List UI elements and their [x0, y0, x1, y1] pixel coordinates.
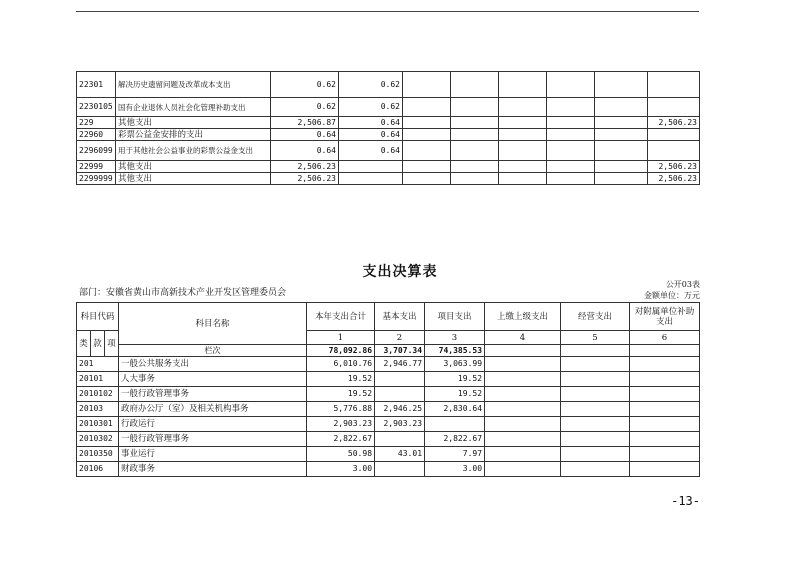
- row-code: 20106: [77, 462, 119, 477]
- row-col4: [451, 72, 499, 98]
- expenditure-table-body: [77, 303, 700, 357]
- row-empty: [547, 129, 595, 141]
- row-name: 彩票公益金安排的支出: [116, 129, 271, 141]
- row-total: 0.64: [271, 141, 339, 161]
- row-col6: [648, 129, 700, 141]
- row-basic: 0.64: [339, 141, 403, 161]
- row-code: 22999: [77, 161, 116, 173]
- row-code: 2230105: [77, 98, 116, 117]
- row-empty: [630, 402, 700, 417]
- row-total: 19.52: [307, 372, 375, 387]
- row-project: 7.97: [425, 447, 485, 462]
- row-empty: [561, 357, 630, 372]
- department-label: 部门：安徽省黄山市高新技术产业开发区管理委员会: [79, 288, 287, 298]
- row-empty: [595, 117, 648, 129]
- row-code: 22301: [77, 72, 116, 98]
- row-project: 19.52: [425, 372, 485, 387]
- row-col6: 2,506.23: [648, 161, 700, 173]
- row-code: 2296099: [77, 141, 116, 161]
- header-xiang: 项: [105, 331, 119, 357]
- row-empty: [485, 447, 561, 462]
- header-business: 经营支出: [561, 303, 630, 331]
- col-number-5: 5: [561, 331, 630, 345]
- row-basic: 0.62: [339, 98, 403, 117]
- row-col4: [451, 173, 499, 185]
- row-project: [403, 141, 451, 161]
- row-name: 人大事务: [119, 372, 307, 387]
- row-empty: [547, 117, 595, 129]
- row-total: 2,506.23: [271, 173, 339, 185]
- row-empty: [485, 357, 561, 372]
- col-number-2: 2: [375, 331, 425, 345]
- row-code: 22960: [77, 129, 116, 141]
- page-number: -13-: [671, 494, 700, 508]
- row-project: [425, 417, 485, 432]
- row-empty: [547, 98, 595, 117]
- row-col5: [499, 129, 547, 141]
- top-table: [76, 71, 700, 185]
- row-basic: 2,903.23: [375, 417, 425, 432]
- table-row: [77, 387, 700, 402]
- row-empty: [595, 129, 648, 141]
- row-empty: [485, 432, 561, 447]
- row-col6: [648, 141, 700, 161]
- row-col4: [451, 117, 499, 129]
- row-empty: [595, 161, 648, 173]
- row-total: 3.00: [307, 462, 375, 477]
- row-basic: [339, 173, 403, 185]
- row-empty: [630, 387, 700, 402]
- row-name: 用于其他社会公益事业的彩票公益金支出: [116, 141, 271, 161]
- row-total: 2,506.23: [271, 161, 339, 173]
- row-empty: [630, 462, 700, 477]
- row-total: 50.98: [307, 447, 375, 462]
- row-project: 2,822.67: [425, 432, 485, 447]
- header-name: 科目名称: [119, 303, 307, 345]
- row-empty: [485, 387, 561, 402]
- row-code: 20101: [77, 372, 119, 387]
- row-empty: [547, 141, 595, 161]
- row-name: 财政事务: [119, 462, 307, 477]
- row-total: 5,776.88: [307, 402, 375, 417]
- row-col4: [451, 98, 499, 117]
- col-number-1: 1: [307, 331, 375, 345]
- lanci-label: 栏次: [119, 345, 307, 357]
- row-empty: [561, 462, 630, 477]
- row-col5: [499, 98, 547, 117]
- row-empty: [595, 141, 648, 161]
- row-total: 2,822.67: [307, 432, 375, 447]
- row-empty: [630, 357, 700, 372]
- row-col5: [499, 117, 547, 129]
- row-name: 一般公共服务支出: [119, 357, 307, 372]
- row-basic: 2,946.77: [375, 357, 425, 372]
- table-row: [77, 129, 700, 141]
- expenditure-rows: [77, 357, 700, 477]
- row-empty: [485, 462, 561, 477]
- header-subsidy: 对附属单位补助支出: [630, 303, 700, 331]
- header-lei: 类: [77, 331, 91, 357]
- row-name: 其他支出: [116, 117, 271, 129]
- row-col6: [648, 72, 700, 98]
- table-row: [77, 141, 700, 161]
- row-project: 3.00: [425, 462, 485, 477]
- header-upper: 上缴上级支出: [485, 303, 561, 331]
- table-row: [77, 402, 700, 417]
- header-total: 本年支出合计: [307, 303, 375, 331]
- row-project: 19.52: [425, 387, 485, 402]
- row-empty: [630, 432, 700, 447]
- table-row: [77, 173, 700, 185]
- table-row: [77, 357, 700, 372]
- row-total: 0.62: [271, 98, 339, 117]
- row-name: 政府办公厅（室）及相关机构事务: [119, 402, 307, 417]
- row-name: 事业运行: [119, 447, 307, 462]
- row-empty: [547, 161, 595, 173]
- row-code: 2010301: [77, 417, 119, 432]
- col-number-3: 3: [425, 331, 485, 345]
- header-kuan: 款: [91, 331, 105, 357]
- row-name: 解决历史遗留问题及改革成本支出: [116, 72, 271, 98]
- row-code: 2010350: [77, 447, 119, 462]
- col-number-6: 6: [630, 331, 700, 345]
- row-total: 0.64: [271, 129, 339, 141]
- row-col4: [451, 141, 499, 161]
- table-row: [77, 432, 700, 447]
- row-col6: [648, 98, 700, 117]
- table-row: [77, 117, 700, 129]
- row-code: 201: [77, 357, 119, 372]
- row-project: [403, 161, 451, 173]
- row-total: 0.62: [271, 72, 339, 98]
- row-project: [403, 72, 451, 98]
- grand-basic: 3,707.34: [375, 345, 425, 357]
- row-empty: [561, 417, 630, 432]
- row-basic: 0.64: [339, 117, 403, 129]
- table-row: [77, 447, 700, 462]
- row-col6: 2,506.23: [648, 173, 700, 185]
- row-empty: [561, 447, 630, 462]
- row-basic: [375, 372, 425, 387]
- header-rule: [76, 11, 699, 12]
- table-row: [77, 72, 700, 98]
- header-code: 科目代码: [77, 303, 119, 331]
- row-total: 19.52: [307, 387, 375, 402]
- row-col6: 2,506.23: [648, 117, 700, 129]
- row-project: 3,063.99: [425, 357, 485, 372]
- table-row: [77, 98, 700, 117]
- row-basic: 0.62: [339, 72, 403, 98]
- row-code: 20103: [77, 402, 119, 417]
- grand-project: 74,385.53: [425, 345, 485, 357]
- row-name: 其他支出: [116, 161, 271, 173]
- row-total: 2,506.87: [271, 117, 339, 129]
- row-name: 国有企业退休人员社会化管理补助支出: [116, 98, 271, 117]
- row-empty: [561, 402, 630, 417]
- row-basic: [375, 462, 425, 477]
- grand-total: 78,092.86: [307, 345, 375, 357]
- table-row: [77, 161, 700, 173]
- row-code: 2010302: [77, 432, 119, 447]
- row-empty: [630, 372, 700, 387]
- row-empty: [485, 372, 561, 387]
- table-row: [77, 462, 700, 477]
- table-row: [77, 417, 700, 432]
- row-col4: [451, 129, 499, 141]
- row-col5: [499, 161, 547, 173]
- row-code: 2010102: [77, 387, 119, 402]
- row-basic: 43.01: [375, 447, 425, 462]
- row-project: 2,830.64: [425, 402, 485, 417]
- header-project: 项目支出: [425, 303, 485, 331]
- row-name: 一般行政管理事务: [119, 432, 307, 447]
- row-project: [403, 117, 451, 129]
- row-project: [403, 98, 451, 117]
- expenditure-table: [76, 302, 700, 477]
- row-code: 229: [77, 117, 116, 129]
- row-empty: [485, 417, 561, 432]
- row-name: 其他支出: [116, 173, 271, 185]
- row-empty: [561, 372, 630, 387]
- row-basic: [375, 432, 425, 447]
- top-table-body: [77, 72, 700, 185]
- row-col4: [451, 161, 499, 173]
- row-empty: [595, 173, 648, 185]
- row-col5: [499, 173, 547, 185]
- row-basic: 2,946.25: [375, 402, 425, 417]
- row-empty: [595, 98, 648, 117]
- row-empty: [547, 173, 595, 185]
- row-basic: [339, 161, 403, 173]
- row-empty: [630, 417, 700, 432]
- unit-label: 金额单位：万元: [644, 291, 700, 300]
- row-col5: [499, 141, 547, 161]
- row-total: 2,903.23: [307, 417, 375, 432]
- header-basic: 基本支出: [375, 303, 425, 331]
- row-project: [403, 173, 451, 185]
- row-empty: [485, 402, 561, 417]
- row-empty: [561, 387, 630, 402]
- row-col5: [499, 72, 547, 98]
- row-empty: [547, 72, 595, 98]
- row-empty: [595, 72, 648, 98]
- row-basic: 0.64: [339, 129, 403, 141]
- page-title: 支出决算表: [362, 264, 438, 280]
- col-number-4: 4: [485, 331, 561, 345]
- row-name: 行政运行: [119, 417, 307, 432]
- row-code: 2299999: [77, 173, 116, 185]
- row-empty: [561, 432, 630, 447]
- form-number: 公开03表: [665, 280, 700, 289]
- row-basic: [375, 387, 425, 402]
- row-project: [403, 129, 451, 141]
- table-row: [77, 372, 700, 387]
- row-empty: [630, 447, 700, 462]
- row-total: 6,010.76: [307, 357, 375, 372]
- row-name: 一般行政管理事务: [119, 387, 307, 402]
